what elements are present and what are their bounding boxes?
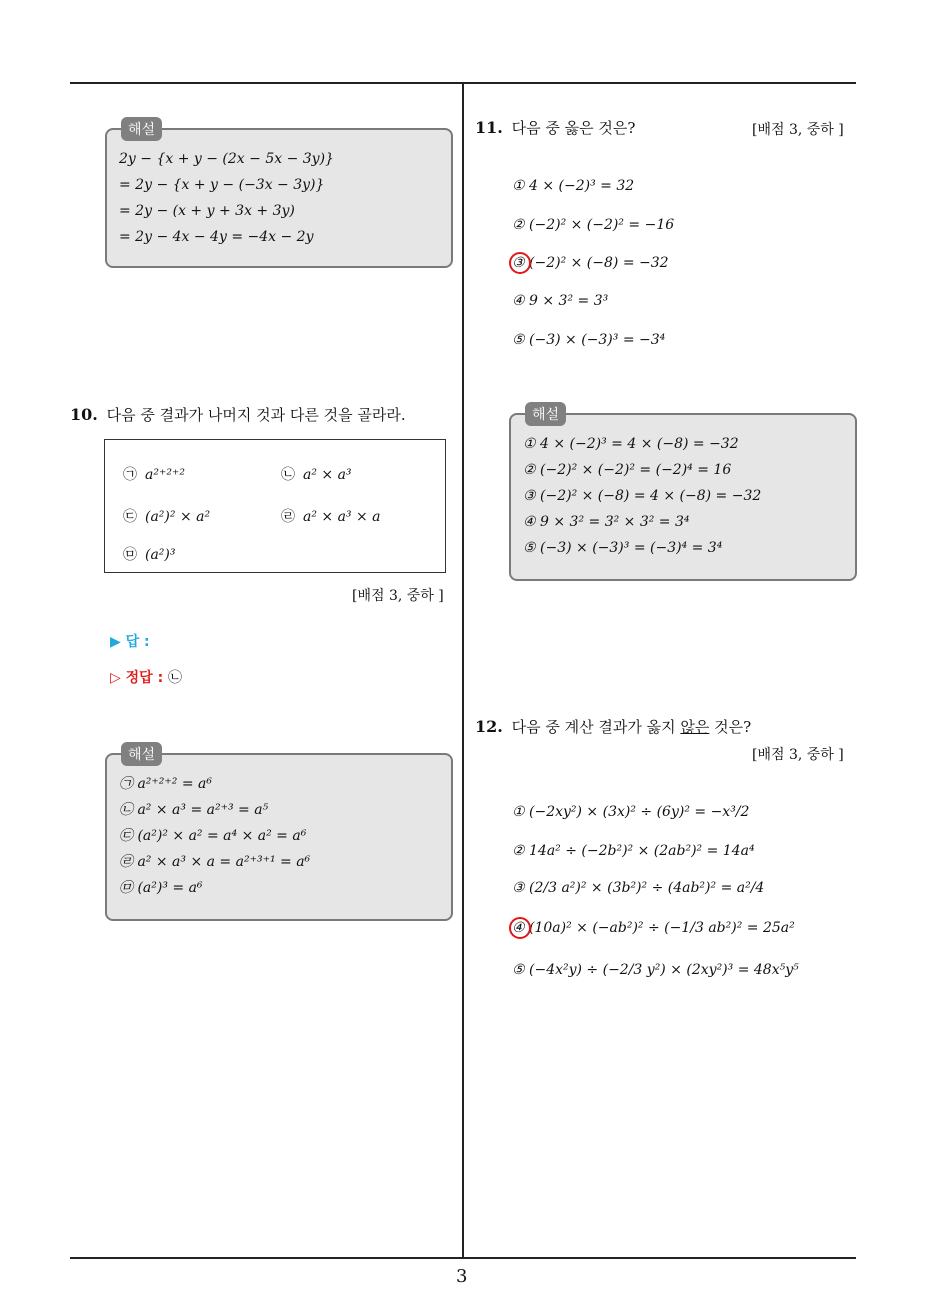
choice-item[interactable]: ④ (10a)² × (−ab²)² ÷ (−1/3 ab²)² = 25a²	[512, 920, 795, 936]
correct-label: ▷ 정답 :	[110, 670, 164, 686]
explanation-line: ㉠ a²⁺²⁺² = a⁶	[119, 776, 213, 792]
explanation-tag: 해설	[121, 742, 162, 766]
question-10-title	[70, 404, 406, 425]
column-divider	[462, 84, 464, 1258]
question-text: 다음 중 계산 결과가 옳지	[511, 718, 681, 736]
question-10-options	[104, 439, 446, 573]
question-11-points: [배점 3, 중하 ]	[752, 122, 844, 138]
explanation-line: = 2y − 4x − 4y = −4x − 2y	[119, 229, 314, 245]
explanation-line: ㉣ a² × a³ × a = a²⁺³⁺¹ = a⁶	[119, 854, 311, 870]
explanation-box-q9	[105, 122, 453, 268]
question-number: 10.	[70, 405, 98, 424]
explanation-line: ① 4 × (−2)³ = 4 × (−8) = −32	[523, 436, 739, 452]
question-text: 것은?	[709, 718, 752, 736]
explanation-line: ㉡ a² × a³ = a²⁺³ = a⁵	[119, 802, 269, 818]
correct-value: ㉡	[168, 670, 183, 686]
correct-answer	[110, 667, 182, 687]
question-number: 12.	[475, 717, 503, 736]
explanation-tag: 해설	[525, 402, 566, 426]
explanation-line: ② (−2)² × (−2)² = (−2)⁴ = 16	[523, 462, 732, 478]
explanation-line: = 2y − (x + y + 3x + 3y)	[119, 203, 295, 219]
choice-item[interactable]: ③ (2/3 a²)² × (3b²)² ÷ (4ab²)² = a²/4	[512, 880, 765, 896]
explanation-line: ㉤ (a²)³ = a⁶	[119, 880, 203, 896]
question-12-points: [배점 3, 중하 ]	[752, 747, 844, 763]
explanation-box-q10	[105, 747, 453, 921]
option-item: ㉡ a² × a³	[281, 467, 352, 483]
choice-item[interactable]: ③ (−2)² × (−8) = −32	[512, 255, 669, 271]
option-item: ㉣ a² × a³ × a	[281, 509, 381, 525]
explanation-line: 2y − {x + y − (2x − 5x − 3y)}	[119, 151, 334, 167]
explanation-line: ㉢ (a²)² × a² = a⁴ × a² = a⁶	[119, 828, 307, 844]
explanation-box-q11	[509, 407, 857, 581]
bottom-rule	[70, 1257, 856, 1259]
choice-item[interactable]: ① 4 × (−2)³ = 32	[512, 178, 635, 194]
selected-answer-circle-icon	[509, 252, 531, 274]
choice-item[interactable]: ② 14a² ÷ (−2b²)² × (2ab²)² = 14a⁴	[512, 843, 755, 859]
question-text-underlined: 않은	[680, 718, 710, 736]
option-item: ㉠ a²⁺²⁺²	[123, 467, 185, 483]
question-11-title	[475, 117, 635, 138]
option-item: ㉤ (a²)³	[123, 547, 176, 563]
question-text: 다음 중 결과가 나머지 것과 다른 것을 골라라.	[106, 406, 406, 424]
explanation-line: ③ (−2)² × (−8) = 4 × (−8) = −32	[523, 488, 762, 504]
answer-input-label[interactable]: ▶ 답 :	[110, 634, 150, 650]
explanation-line: ④ 9 × 3² = 3² × 3² = 3⁴	[523, 514, 690, 530]
question-10-points: [배점 3, 중하 ]	[352, 588, 444, 604]
option-item: ㉢ (a²)² × a²	[123, 509, 211, 525]
selected-answer-circle-icon	[509, 917, 531, 939]
choice-item[interactable]: ① (−2xy²) × (3x)² ÷ (6y)² = −x³/2	[512, 804, 750, 820]
question-12-title	[475, 716, 751, 737]
question-text: 다음 중 옳은 것은?	[511, 119, 636, 137]
choice-item[interactable]: ⑤ (−3) × (−3)³ = −3⁴	[512, 332, 666, 348]
question-number: 11.	[475, 118, 503, 137]
page-number: 3	[456, 1266, 468, 1287]
explanation-line: = 2y − {x + y − (−3x − 3y)}	[119, 177, 325, 193]
choice-item[interactable]: ④ 9 × 3² = 3³	[512, 293, 609, 309]
explanation-line: ⑤ (−3) × (−3)³ = (−3)⁴ = 3⁴	[523, 540, 723, 556]
choice-item[interactable]: ⑤ (−4x²y) ÷ (−2/3 y²) × (2xy²)³ = 48x⁵y⁵	[512, 962, 799, 978]
choice-item[interactable]: ② (−2)² × (−2)² = −16	[512, 217, 675, 233]
explanation-tag: 해설	[121, 117, 162, 141]
